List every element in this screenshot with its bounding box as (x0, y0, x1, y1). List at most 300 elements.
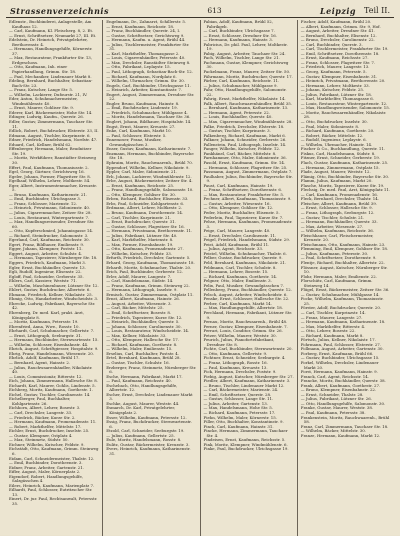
directory-entry: — Julius, Arbeiter, Gartenstr. 13. (203, 400, 268, 406)
directory-entry: Feige, Carl, Maurer, Langestr. 40. (203, 228, 271, 234)
directory-entry: Franz, Carl, Zimmermann, Tauchaer Str. 18. (300, 423, 389, 429)
directory-entry: Erfurth, Friedrich, Drechsler, Gartenstr. 5. (106, 255, 191, 261)
directory-entry: — Louis, Restaurateur, Windscheidstr. 14. (106, 328, 190, 334)
directory-entry: Fohrmann, Paul, Schlosser, Elsterstr. 27. (300, 341, 382, 347)
directory-entry: — Franz, Handlungsgehilfe, Salomonstr. 10. (106, 187, 194, 193)
directory-entry: Ferrari, Louis, Conditor, Grimm. Str. 26. (203, 328, 283, 334)
directory-entry: — Richard, Steindrucker, Salomonstr. 3. (9, 232, 89, 238)
directory-entry: Eichner, Wilhelm, Kutscher, Feldstr. 9. (9, 441, 85, 447)
directory-entry: — Richard, Kaufmann, Nordplatz 6. (106, 73, 177, 79)
directory-entry: — Hermann, Lithograph, Inselstr. 9. (106, 287, 178, 293)
directory-entry: Flade, August, Maurer, Weststr. 12. (300, 169, 371, 175)
directory-entry: Fabricius, Dr. phil. Paul, Lehrer, Moltkestr. 19. (203, 41, 288, 52)
directory-entry: — Otto, Lehrer, Bosestr. 22. (300, 328, 356, 334)
directory-entry: — Carl, Buchbinder, Querstr. 3. (300, 41, 363, 47)
directory-entry: Fechner, Albert, Kaufmann, Thomasiusstr. 9. (203, 196, 292, 202)
directory-entry: — Julius, Rauchwaarenhändler, Nikolaistr. 40. (9, 364, 93, 375)
directory-entry: — Paul, Kaufmann, Kreuzstr. 13. (203, 364, 268, 370)
directory-entry: Focke, Wilhelm, Kaufmann, Thomasiusstr. 25. (300, 296, 384, 306)
directory-entry: Esser, Wilhelm, Kaufmann, Petersstr. 12. (106, 414, 187, 420)
directory-entry: Egler, Ernst, Buchhändler, Querstr. 13. (9, 264, 86, 270)
directory-entry: — Louis, Commissionär, Ritterstr. 12. (9, 373, 83, 379)
directory-entry: — Friedrich, Schuhmacher, Mühlgasse 4. (106, 109, 188, 115)
directory-entry: Feigel, Friedrich, Handelsmann, Südstr. 29. (203, 237, 290, 243)
directory-entry: Ernst, Albert, Kaufmann, Hainstr. 26. (106, 296, 181, 302)
directory-entry: Ehrhardt, Carl, Schuhmacher, Gellertstr. 7. (9, 328, 95, 334)
directory-entry: — Max, Drechsler, Ranstädter Steinweg 8. (106, 59, 191, 65)
directory-entry: — Carl, Buchbinder, Ulrichsgasse 7. (203, 28, 275, 34)
directory-entry: — Richard, Kaufmann, Goethestr. 8. (106, 341, 178, 347)
directory-entry: Federlein, Paul, Tapezierer, Kurze Str. 7. (203, 214, 284, 220)
directory-entry: — Richard, Kaufmann, Goethestr. 20. (300, 128, 375, 134)
directory-entry: Fallenstein, Paul, Lithograph, Inselstr. 14. (203, 141, 287, 147)
directory-entry: — Otto, Klempner, Gohliser Str. 12. (203, 205, 274, 211)
directory-entry: Fassmann, August, Zimmermann, Ostplatz 7. (203, 169, 293, 175)
directory-entry: Fincke, Hermann, Zimmermann, Tauchaer Str. 4. (203, 428, 288, 438)
directory-entry: — Hermann, Kaufmann, Katharinenstr. 18. (300, 319, 386, 325)
directory-entry: — Robert, Bäcker, Mittelstr. 12. (300, 132, 364, 138)
directory-entry: Fischer & Co., Buchhandlung, Querstr. 11. (300, 146, 386, 152)
directory-entry: — Gustav, Schuhmacher, Mühlgasse 14. (300, 291, 380, 297)
directory-entry: Feldmann, Carl, Tischler, Schulstr. 8. (203, 264, 277, 270)
directory-entry: Eichstädt, Otto, Kaufmann, Grimm. Steinweg 6. (9, 446, 99, 456)
directory-entry: — Gustav, Klempner, Ostplatz 4. (9, 432, 73, 438)
directory-entry: Edeling, Bernhard, Buchhalter, Sebastian-Bach-Str. 23. (9, 78, 93, 88)
directory-entry: — Max, Handlungsreisender, Dresdner Str. 60. (9, 219, 95, 229)
directory-entry: — Bernhard, Buchhalter, Elisenstr. 12. (300, 32, 377, 38)
directory-entry: Ermisch, Gustav, Zimmermann, Ostplatz 11. (106, 291, 194, 297)
directory-entry: Fichtner, Ernst, Schneider, Seeburgstr. 4. (203, 355, 286, 361)
directory-entry: — Gustav, Klempner, Eisenbahnstr. 31. (300, 73, 378, 79)
directory-entry: — Otto, Buchdrucker, Inselstr. 30. (300, 119, 368, 125)
directory-entry: Eggers, Friedrich, Kaufmann, Markt 3. (9, 259, 87, 265)
directory-entry: — Julius, Fabrikant, Lützner Str. 18. (300, 91, 372, 97)
directory-entry: Feder, Moritz, Buchhalter, Elisenstr. 5. (203, 209, 280, 215)
directory-entry: — Otto, Klempner, Gohliser Str. 30. (106, 191, 177, 197)
directory-entry: — Richard, Kaufmann, Goethestr. 14. (203, 273, 278, 279)
directory-entry: Egelhaaf, Wilhelm, Lehrer, Moltkestr. 54. (9, 178, 91, 184)
directory-entry: — Otto, Kaufmann, Gellertstr. 9. (203, 350, 268, 356)
directory-entry: — Heinrich, Privatmann, Sidonienstr. 40. (9, 205, 91, 211)
directory-entry: — Franz, Schriftsetzer, Dorotheenstr. 6. (203, 187, 283, 193)
directory-entry: — Wilhelm, Lackierer, Dufourstr. 21, IV. (9, 91, 88, 97)
directory-entry: Finke, Paul, Buchdrucker, Ulrichsgasse 19. (203, 446, 289, 452)
directory-entry: Egel, Georg, Gärtner, Gerichtsweg 16. (9, 169, 85, 175)
directory-entry: Fiskus, Carl, Handelsmann, Südstr. 8. (300, 150, 376, 156)
directory-entry: — Wilhelm, Maschinenbauer, Lützner Str. 12. (9, 282, 99, 288)
directory-entry: — Bernhard, Kaufmann, Katharinenstr. 13. (203, 105, 289, 111)
directory-entry: — Wilhelm, Uhrmacher, Grimm. Str. 30. (106, 78, 185, 84)
directory-entry: Fetzer, Wilhelm, Maurer, Weststr. 30. (203, 332, 277, 338)
directory-entry: — Wilhelm, Bäcker, Mittelstr. 30. (300, 428, 366, 434)
directory-entry: — Hermann, Zimmermann, Ostplatz 15. (300, 164, 380, 170)
directory-entry: — Bruno, Kaufmann, Dorotheenstr. 14. (106, 209, 184, 215)
directory-entry: Forkel, Wilhelm, Drechsler, Lindenauer Markt 20. (300, 360, 379, 370)
directory-entry: Fasold, Ernst, Kaufmann, Grimm. Str. 14. (203, 159, 286, 165)
directory-entry: Eppendorf, Wilhelm, Kellner, Nikolaistr. 9. (106, 164, 190, 170)
directory-entry: — Max, Handlungsreisender, Salomonstr. 15. (300, 105, 390, 111)
directory-entry: Flämig, Otto, Buchbinder, Bayersche Str. 30. (300, 173, 390, 179)
column-2 (103, 20, 200, 536)
directory-entry: Eichel, Gustav, Tischler, Carolinenstr. 14. (9, 391, 91, 397)
directory-entry: — Paul, Lithograph, Sebastian-Bach-Str. 12. (106, 69, 193, 75)
directory-entry: — Franz, Lithograph, Seeburgstr. 12. (300, 209, 375, 215)
directory-entry: — Franz, Schlosser, Marienstr. 12. (9, 200, 78, 206)
directory-entry: Eilhardt, Paul, Schlosser, Eutritzscher Str. 13. (9, 487, 93, 497)
directory-entry: — Wilhelm, Uhrmacher, Hainstr. 14. (300, 141, 373, 147)
directory-entry: — Max, Cigarrenmacher, Windmühlenstr. 28. (203, 119, 293, 125)
directory-entry: — Emil, Buchdrucker, Lindenstr. 19. (106, 105, 178, 111)
directory-entry: — Friedrich, Maurer, Langestr. 13. (300, 64, 370, 70)
directory-entry: — Wilhelm, Schlosser, Eisenbahnstr. 44. (9, 341, 89, 347)
directory-entry: — Carl, Handelsmann, Südstr. 14. (106, 278, 174, 284)
directory-entry: — Otto, Fabrikant, Leplaystr. 15. (106, 64, 171, 70)
directory-entry: Ehlert, Gustav, Buchdrucker, Albertstr. 6. (9, 287, 91, 293)
directory-entry: Feld, Bernhard, Kaufmann, Nikolaistr. 21. (203, 259, 287, 265)
directory-entry: — Franz, Maurer, Langestr. 27. (300, 314, 363, 320)
directory-entry: — Franz, Kaufmann, Grimm. Steinweg 22. (106, 282, 190, 288)
directory-entry: Englert, Johann, Bildhauer, Hospitalstr. 14. (106, 119, 192, 125)
directory-entry: — Moritz, Rauchwaarenhändler, Nikolaistr. 28. (300, 109, 387, 120)
directory-entry: Erbs, Paul, Schneider, Kohlgartenstr. 6. (106, 200, 185, 206)
directory-entry: Fitzner, Ernst, Schneider, Gerberstr. 19. (300, 155, 380, 161)
directory-entry: — Ernst, Buchdrucker, Querstr. 31. (106, 219, 176, 225)
directory-entry: Farnhammer, Otto, Maler, Sidonienstr. 36. (203, 155, 287, 161)
directory-entry: — Heinrich, Arbeiter, Konstantinstr. 7. (106, 87, 183, 93)
directory-entry: — Franz, Schlosser, Plagwitzer Str. 7. (300, 59, 376, 65)
directory-entry: Erich, Paul, Buchbinder, Gerberstr. 12. (106, 269, 183, 275)
directory-entry: Felsch, August, Arbeiter, Windscheidstr. 6. (203, 291, 288, 297)
directory-entry: Edler, Gustav, Zimmermann, Tauchaer Str. 11. (9, 119, 93, 129)
directory-columns (6, 20, 394, 536)
directory-entry: — Wilhelm, Maler, Emilienstr. 15. (106, 346, 173, 352)
directory-entry: Fabian, Adolf, Kaufmann, Brühl 52, Fabrikgeb. (203, 20, 274, 29)
directory-entry: Ehrig, Franz, Handelsmann, Wiesenstr. 20. (9, 350, 95, 356)
directory-entry: — Ernst, Maurer, Gohliser Str. 9. (9, 105, 74, 111)
directory-entry: Ehrenfried, Anna, Wwe., Rosstr. 10. (9, 323, 80, 329)
directory-entry: — Max, Restaurateur, Frankfurter Str. 5. (203, 191, 285, 197)
directory-entry: — Hermann, Buchhändler, Querstr. 33. (300, 219, 378, 225)
directory-entry: Franze, Hermann, Kaufmann, Markt 12. (300, 432, 381, 438)
directory-entry: — Ernst, Drechsler, Carolinenstr. 11. (203, 232, 277, 238)
directory-entry: Evers, Heinrich, Kaufmann, Katharinenstr. 31. (106, 446, 191, 456)
directory-entry: — Julius, Agent, Reichsstr. 33. (203, 246, 264, 252)
directory-entry: — Hermann, Buchbinder, Sternwartenstr. 15. (9, 337, 99, 343)
directory-entry: Erbe, August, Bäckermeister, Zeitzer Str. 4. (106, 178, 193, 184)
directory-entry: — Julius, Cigarrenmacher, Zeitzer Str. 28. (9, 209, 92, 215)
directory-entry: — Bruno, Tischler, Lindenauer Markt 12. (203, 382, 285, 388)
directory-entry: — Gustav, Arbeiter, Wiesenstr. 16. (203, 200, 271, 206)
directory-entry: — Moritz, Handelsmann, Tauchaer Str. 36. (106, 114, 191, 120)
directory-entry: Enke, Carl, Kaufmann, Markt 10. (106, 128, 172, 134)
directory-entry: Feurich, Julius, Pianofortefabrikant, Dresdner Str. 8. (203, 337, 275, 347)
directory-entry: — Julius, Kaufmann, Petersstr. 30. (300, 250, 369, 256)
directory-entry: Engst, Ernst, Maurer, Kreuzstr. 27. (106, 123, 176, 129)
directory-entry: — Karl, Markthelfer, Thomasgasse 2. (106, 50, 180, 56)
directory-entry: — Paul, Kaufmann, Petersstr. 38. (300, 410, 366, 416)
directory-entry: Fenske, Ernst, Schlosser, Hallesche Str. 22. (203, 296, 290, 302)
directory-entry: — Heinrich, Buchhändler, Querstr. 5. (106, 319, 180, 325)
directory-entry: Erler, Adolf, Maurer, Langestr. 7. (106, 273, 172, 279)
directory-entry: — Gustav, Schriftsetzer, Gerichtsweg 9. (106, 32, 185, 38)
directory-entry: — Albert, Kaufmann, Grimm. Str. 9, Hof. (300, 23, 381, 29)
directory-entry: Fleck, Bernhard, Drechsler, Thalstr. 14. (300, 196, 379, 202)
directory-entry: Eichelberger, Paul, Buchhalter, Kohlgartenstr. 26. (9, 396, 71, 406)
directory-entry: Eidner, Franz, Arbeiter, Gartenstr. 21. (9, 464, 84, 470)
directory-entry: Engert, August, Zimmermann, Dresdner Str. 22. (106, 91, 195, 102)
directory-entry: — Gustav, Schlosser, Plagwitzer Str. 16. (106, 223, 185, 229)
directory-entry: Fleischmann, Otto, Kaufmann, Hainstr. 23. (300, 241, 386, 247)
directory-entry: Faust, Carl, Kaufmann, Hainstr. 19. (203, 182, 274, 188)
directory-entry: Falke, Friedrich, Drechsler, Elsterstr. 18. (203, 123, 285, 129)
directory-entry: Fabig, August, Arbeiter, Tauchaer Str. 24. (203, 50, 286, 56)
directory-entry: Ehrenberg, Dr. med. Karl, prakt. Arzt, Königsplatz 8. (9, 310, 84, 320)
directory-entry: — August, Arbeiter, Wiesenstr. 3. (106, 300, 172, 306)
directory-entry: — Max, Restaurateur, Frankfurter Str. 13, Erdgeschoss. (9, 55, 93, 65)
directory-entry: Eule, Moritz, Handelsmann, Rosstr. 8. (106, 437, 182, 443)
directory-entry: — Richard, Kaufmann, Markt 8. (300, 332, 364, 338)
directory-entry: — August, Arbeiter, Dresdner Str. 41. (300, 28, 375, 34)
directory-entry: — Moritz, Kaufmann, Petersstr. 19. (9, 319, 79, 325)
directory-entry: — Louis, Restaurant, Wintergartenstr. 7. (9, 214, 90, 220)
directory-entry: Ferner, Gustav, Klempner, Eisenbahnstr. 7. (203, 323, 288, 329)
directory-entry: Falk, Albert, Rauchwaarenhändler, Brühl 35. (203, 100, 292, 106)
directory-entry: — Julius, Fabrikant, Lützner Str. 40. (106, 232, 178, 238)
directory-entry: Fehse, Hermann, Kaufmann, Promenadenstr. 3. (203, 219, 293, 229)
directory-entry: Flentje, Richard, Buchhalter, Albertstr. 22. (300, 259, 385, 265)
directory-entry: Enser, Gustav, Kaufmann, Katharinenstr. 7. (106, 146, 192, 152)
directory-entry: — Hermann, Lehrer, Moltkestr. 33. (300, 82, 370, 88)
directory-entry: Eggert, August, Arbeiter, Schulstr. 4. (9, 250, 83, 256)
directory-entry: — Paul, Schriftsetzer, Dorotheenstr. 9. (300, 255, 377, 261)
directory-entry: — Louis, Buchhändler, Querstr. 40. (203, 114, 273, 120)
directory-entry: Edelstein, Dr. Heinrich, Privatgelehrter, Beethovenstr. 4. (9, 37, 88, 47)
directory-entry: Ehmig, Otto, Handarbeiter, Windscheidstr. 3. (9, 296, 99, 302)
directory-entry: Eidam, Carl, Schneidermeister, Thalstr. 12. (9, 455, 95, 461)
directory-entry: — Franz, Kutscher, Lange Str. 5. (9, 87, 74, 93)
directory-entry: — Carl, Bäcker, Mittelstr. 25. (106, 305, 164, 311)
directory-entry: Einert, Dr. jur. Paul, Rechtsanwalt, Petersstr. 35. (9, 496, 98, 506)
directory-entry: — Hermann, Kaufmann, Hainstr. 3. (203, 37, 273, 43)
directory-entry: Fiedler, Albert, Kaufmann, Katharinenstr. 3. (203, 378, 291, 384)
directory-entry: Eschke, August, Maurer, Weststr. 44. (106, 400, 180, 406)
directory-entry: Engler, Bruno, Kaufmann, Hainstr. 8. (106, 100, 180, 106)
directory-entry: Forberg, Ernst, Kaufmann, Brühl 66. (300, 350, 374, 356)
directory-entry: — Paul, Maler, Sidonienstr. 8. (300, 123, 360, 129)
directory-entry: Erselius, Carl, Buchhalter, Poststr. 4. (106, 350, 180, 356)
page-number: 613 (207, 6, 222, 15)
directory-entry: — Max, Markthelfer, Ritterstr. 4. (300, 323, 366, 329)
directory-entry: — Max, Arbeiter, Wiesenstr. 27. (300, 223, 364, 229)
directory-entry: — Gustav, Tischler, Schulstr. 21. (300, 214, 365, 220)
directory-entry: Fahrig, Ernst, Markthelfer, Nikolaistr. 14. (203, 96, 286, 102)
directory-entry: — Wilhelm, Kutscher, Feldstr. 33. (106, 250, 172, 256)
directory-entry: Enzmann, Hermann, Buchbinder, Bayersche Str. 18. (106, 150, 194, 161)
directory-entry: Fischer, Adolf, Kaufmann, Brühl 20. (300, 20, 372, 24)
directory-entry: — Ernst, Kaufmann, Reichsstr. 25. (106, 182, 175, 188)
directory-entry: Fleischer, Albert, Kaufmann, Brühl 39. (300, 200, 377, 206)
directory-entry: Eigendorf, Robert, Handlungsgehilfe, Salzgässchen 4. (9, 473, 84, 484)
directory-entry: — Hermann, Agent, Petersstr. 22. (203, 109, 270, 115)
directory-entry: Flügel, Ernst, Bäckermeister, Zeitzer Str. 36. (300, 287, 390, 293)
directory-entry: Färber, Carl, Kaufmann, Reichsstr. 11. (203, 78, 280, 84)
directory-entry: — Max, Former, Eisenbahnstr. 19. (106, 241, 174, 247)
header-right (320, 6, 390, 16)
directory-entry: — Ernst, Schlosser, Hallesche Str. 9. (300, 205, 373, 211)
directory-entry: — Paul, Kaufmann, Reichsstr. 40. (106, 378, 172, 384)
directory-entry: Escher, Ernst, Drechsler, Lindenauer Markt 3. (106, 391, 193, 402)
directory-entry: Flohr, Hermann, Maler, Emilienstr. 22. (300, 273, 377, 279)
directory-entry: — Otto, Kupferschmied, Johannisgasse 14. (9, 228, 94, 234)
directory-entry: — Carl, Tischlermeister, Frankfurter Str. 19. (300, 46, 389, 52)
directory-entry: Fernau, Moritz, Rauchwaarenh., Brühl 48. (203, 319, 288, 325)
directory-entry: — Otto, Klempner, Hallesche Str. 17. (106, 337, 179, 343)
directory-entry: Fach, Wilhelm, Tischler, Lange Str. 21. (203, 55, 280, 61)
directory-entry: Esmarch, Dr. Karl, Privatgelehrter, Königsplatz 2. (106, 405, 175, 416)
directory-entry: Ferchland, Hermann, Fabrikant, Lützner Str. 9. (203, 310, 292, 320)
section-title: Strassenverzeichnis (10, 6, 109, 16)
directory-entry: — Robert, Markthelfer, Mittelstr. 17. (9, 423, 82, 429)
directory-entry: — Emil, Buchbinder, Ulrichsgasse 3. (9, 196, 81, 202)
directory-entry: Fährmann, Moritz, Buchdrucker, Querstr. 17. (203, 73, 293, 79)
directory-entry: — Friedrich, Bäcker, Kurze Str. 2. (9, 414, 76, 420)
directory-entry: Franck, Carl, Agent, Reichsstr. 14. (300, 373, 369, 379)
directory-entry: Falkenberg, Richard, Kaufmann, Markt 6. (203, 132, 286, 138)
directory-entry: — Carl, Bäckermeister, Marienstr. 24. (203, 387, 279, 393)
directory-entry: Edmann, August, Tischler, Kurprinzstr. 6. (9, 132, 91, 138)
directory-entry: Falkner, Johann, Schneider, Gerberstr. 26. (203, 137, 287, 143)
directory-entry: — Georg, Kaufmann, Petersstr. 5. (300, 69, 367, 75)
directory-entry: — Carl, Tischler, Kurprinzstr. 21. (106, 214, 172, 220)
directory-entry: — Johann, Kutscher, Feldstr. 25. (300, 87, 365, 93)
directory-entry: Fiebig, August, Kutscher, Nürnberger Str. 27. (203, 373, 294, 379)
directory-entry: Flach, Gustav, Kaufmann, Katharinenstr. 25. (300, 159, 389, 165)
directory-entry: Ehmann, Friedrich, Kellner, Nikolaistr. 25. (9, 291, 93, 297)
directory-entry: — Karl, Markthelfer, Thomasgasse 6. (300, 96, 374, 102)
directory-entry: — Ernst, Kaufmann, Reichsstr. 18. (106, 23, 175, 29)
directory-entry: — Max, Handelsmann, Hohe Str. 5. (203, 405, 273, 411)
directory-entry: — Max, Handlungsgehilfe, Albertstr. 18. (203, 305, 283, 311)
directory-entry: — Franz, Lithograph, Rosstr. 16. (203, 360, 268, 366)
directory-entry: Flössner, August, Kutscher, Nürnberger Str. 10. (300, 264, 388, 275)
directory-entry: Florschütz, Carl, Kaufmann, Grimm. Steinweg 14. (300, 278, 373, 288)
directory-entry: — Carl, Kaufmann, Kl. Fleischerg. 8, 2. Et. (9, 28, 94, 34)
directory-entry: Eduard, Carl, Kellner, Brühl 62. (9, 141, 72, 147)
directory-entry: — Carl, Kaufmann, Promenadenstr. 16. (300, 191, 379, 197)
directory-entry: Fleischhauer, Carl, Fleischermeister, Kreuzstr. 20. (300, 232, 374, 243)
directory-entry: Fanger, Wilhelm, Kutscher, Feldstr. 12. (203, 146, 281, 152)
directory-entry: — Hermann, Privatmann, Beethovenstr. 11. (106, 228, 193, 234)
directory-entry: Erhardt, Moritz, Schuhmacher, Thalstr. 20. (106, 264, 192, 270)
directory-entry: Erhard, Georg, Kaufmann, Thomasiusstr. 18. (106, 259, 195, 265)
directory-entry: — Paul, Schlosser, Elsterstr. 5. (106, 132, 167, 138)
directory-entry: — Julius, Fabrikant, Lützner Str. 26. (300, 396, 372, 402)
directory-entry: Effert, Paul, Kaufmann, Thomasiusstr. 2. (9, 164, 89, 170)
directory-entry: Egli, Rudolf, Ingenieur, Elisenstr. 22. (9, 269, 82, 275)
directory-entry: Franke, Gustav, Maurer, Weststr. 38. (300, 405, 374, 411)
directory-entry: — Julius, Schuhmacher, Mühlgasse 9. (203, 82, 278, 88)
directory-entry: Eppler, Carl, Maler, Sidonienstr. 21. (106, 169, 178, 175)
directory-entry: — Ernst, Schlosser, Dresdner Str. 16. (203, 32, 277, 38)
directory-entry: Esche, Hermann, Fabrikant, Markt 17. (106, 373, 183, 379)
directory-entry: — Hermann, Handlungsgehilfe, Körnerstr. 37. (9, 46, 93, 56)
directory-entry: Flasche, Moritz, Tapezierer, Kurze Str. 19. (300, 182, 385, 188)
directory-entry: — Johann, Schlosser, Carolinenstr. 30. (106, 323, 182, 329)
directory-entry: Erben, Richard, Buchhalter, Elisenstr. 33. (106, 196, 189, 202)
directory-entry: Frankenstein, Moritz, Rauchwaarenh., Brühl 58. (300, 414, 390, 425)
directory-entry: — Hermann, Lehrer, Bosestr. 15. (203, 269, 269, 275)
directory-entry: Fick, Hermann, Drechsler, Poststr. 9. (203, 369, 277, 375)
directory-entry: Egeler, Johann, Former, Plagwitzer Str. 8. (9, 173, 91, 179)
directory-entry: — Hermann, Tapezierer, Nürnberger Str. 18. (9, 255, 98, 261)
directory-entry: Ennemoser, Franz, Musiker, Gewandgässchen 3. (106, 137, 162, 147)
directory-entry: Egger, Johann, Klempner, Poststr. 11. (9, 246, 83, 252)
directory-entry: Egerland, Carl, Kaufmann, Reichsstr. 30. (9, 237, 90, 243)
directory-entry: Flechsig, Dr. med. Paul, Arzt, Königsplatz 11. (300, 187, 391, 193)
directory-entry: Flamm, Julius, Kaufmann, Markt 20. (300, 178, 373, 184)
directory-entry: — Emil, Schriftsetzer, Bosestr. 8. (106, 310, 172, 315)
directory-entry: — Friedrich, Tapezierer, Kurze Str. 12. (106, 314, 183, 320)
directory-entry: Effenberger, Hermann, Maler, Reudnitzer Str. 19. (9, 146, 92, 156)
directory-entry: — Carl, Drechsler, Langestr. 33. (9, 410, 73, 416)
directory-entry: — Moritz, Werkführer, Ranstädter Steinweg 30. (9, 155, 96, 165)
directory-entry: — Carl, Tischler, Kurprinzstr. 14. (300, 310, 366, 315)
directory-entry: Feist, Adolf, Kaufmann, Brühl 11. (203, 241, 270, 247)
directory-entry: — Otto, Kaufmann, Promenadenstr. 27. (106, 246, 184, 252)
directory-entry: — Ernst, Schriftsetzer, Neumarkt 27, III. Et. (9, 32, 97, 38)
directory-entry: Felgner, Otto, Maler, Emilienstr. 3. (203, 278, 272, 284)
directory-entry: Egloff, Paul, Schneider, Gerberstr. 35. (9, 273, 84, 279)
directory-entry: — Bruno, Kaufmann, Katharinenstr. 21. (9, 191, 88, 197)
directory-entry: Eichberg, Moritz, Kaufmann, Goethestr. 1. (9, 387, 93, 393)
directory-entry: — Gustav, Tischler, Schulstr. 16. (106, 360, 170, 366)
directory-entry: Eichardt, Karl, Maurer, Gohlis, Lindenstr. 5. (9, 382, 96, 388)
directory-entry: Engels, Carl, Buchbinder, Ulrichsgasse 11. (106, 82, 191, 88)
directory-entry: Eulitz, Gustav, Bäckermeister, Kreuzstr. 3. (106, 441, 190, 447)
directory-entry: Erzberger, Franz, Steinmetz, Nürnberger Str. 6. (106, 364, 197, 375)
directory-entry: — Karl, Markthelfer, Marienstr. 8. (106, 237, 174, 243)
directory-entry: Fackelmann, Franz, Maurer, Zeitzer Str. 50. (203, 69, 291, 75)
directory-entry: Follmann, August, Arbeiter, Gartenstr. 30. (300, 346, 384, 352)
directory-entry: Ehrlich, Adolf, Kaufmann, Brühl 17. (9, 355, 80, 361)
directory-entry: Feistel, Wilhelm, Schuhmacher, Thalstr. 6. (203, 250, 287, 256)
directory-entry: Eifler, August, Maler, Körnerplatz 2. (9, 469, 81, 475)
directory-entry: — Gustav, Tischler, Kurprinzstr. 3. (203, 128, 271, 134)
directory-entry: — Gustav, Buchbinder, Ulrichsgasse 15. (300, 355, 380, 361)
directory-entry: — Rudolf, Ingenieur, Leplaystr. 6. (300, 137, 367, 143)
directory-entry: Eichler, Ernst, Buchdrucker, Inselstr. 25. (9, 428, 90, 434)
directory-entry: — Franz, Buchhändler, Querstr. 24, I. (106, 28, 181, 34)
directory-entry: Flemming, Emil, Klempner, Gohliser Str. 18. (300, 246, 389, 252)
directory-entry: — Wilhelm, Kaufmann, Reichsstr. 36. (300, 228, 374, 234)
directory-entry: Edlich, Robert, Buchdrucker, Elsterstr. 33, II. (9, 128, 99, 134)
directory-entry: Fahr, Otto, Handlungsgehilfe, Salomonstr. 22. (203, 87, 287, 97)
directory-entry: Engelmann, Dr., Zahnarzt, Schillerstr. 5. (106, 20, 187, 24)
directory-entry: — Paul, Mechaniker, Lindenauer Markt 8. (9, 73, 92, 79)
directory-entry: Filler, Otto, Buchhalter, Konstantinstr. 9. (203, 419, 284, 425)
directory-entry: — Gustav, Schlosser, Lange Str. 11. (203, 396, 274, 402)
directory-entry: Francke, Moritz, Buchhändler, Querstr. 38. (300, 378, 386, 384)
directory-entry: Ehrich, August, Schriftgiesser, Hospitalstr. 9. (9, 346, 99, 352)
directory-entry: Edinger, Ludwig, Kaufm., Querstr. 26. (9, 114, 84, 120)
page-header (6, 4, 394, 18)
directory-entry: — Hermann, Kaufm. u. Agent, Brühl 44. (106, 37, 186, 43)
directory-entry: Fink, Moritz, Klempner, Windmühlenstr. 6. (203, 441, 288, 447)
directory-entry: — Louis, Restaurateur, Wintergartenstr. 12. (300, 100, 388, 106)
directory-entry: Forst, Hermann, Kaufmann, Hainstr. 9. (300, 369, 378, 375)
directory-entry: Eich, Johann, Zimmermann, Hallesche Str. 8. (9, 378, 99, 384)
directory-entry: — Max, Steinmetz, Südstr. 50. (9, 437, 69, 443)
